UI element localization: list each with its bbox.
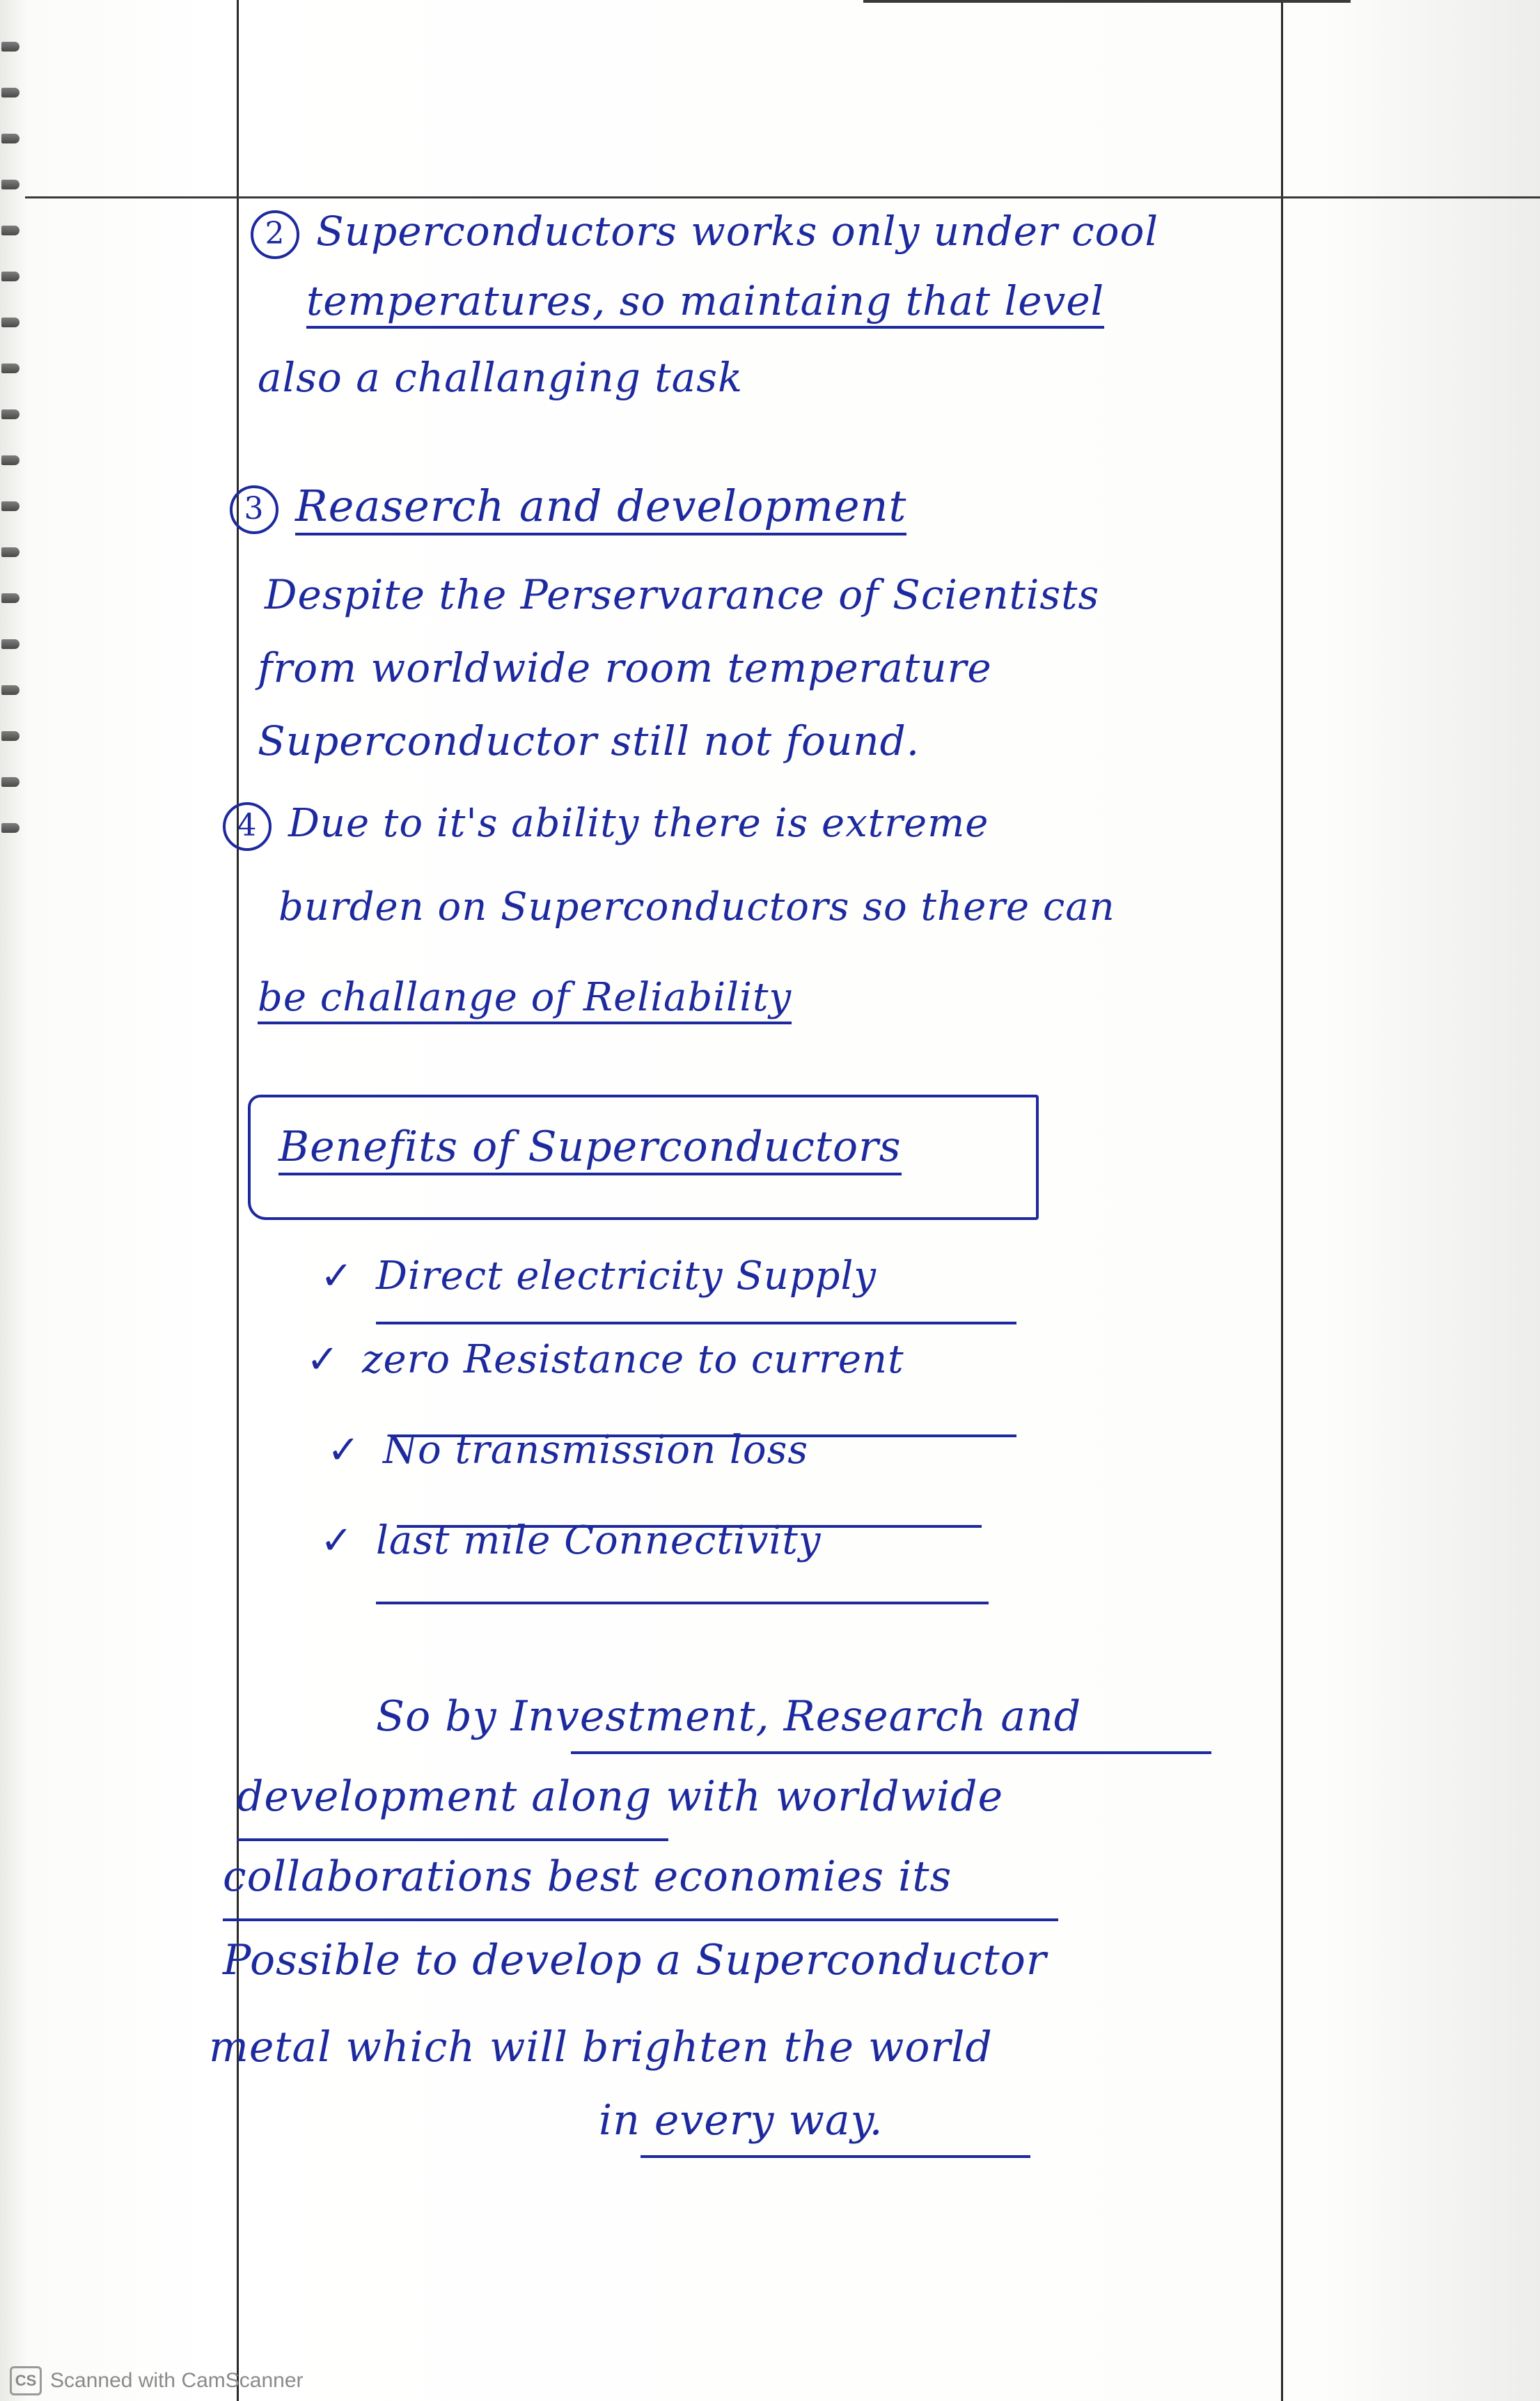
spiral-ring [1,180,19,189]
benefit-item-3-text: No transmission loss [383,1428,809,1473]
benefit-item-1-text: Direct electricity Supply [376,1253,877,1299]
point-2-number: 2 [251,210,299,259]
point-2-line-1 [251,208,1158,259]
conclusion-underline-1 [571,1751,1211,1754]
benefits-title-text: Benefits of Superconductors [278,1123,902,1175]
conclusion-underline-4 [641,2155,1030,2158]
spiral-binding [0,0,28,975]
point-4-number: 4 [223,802,272,851]
benefit-item-2-text: zero Resistance to current [362,1337,904,1382]
conclusion-line-5: metal which will brighten the world [209,2023,993,2072]
benefit-item-4-underline [376,1602,989,1604]
spiral-ring [1,501,19,511]
point-4-line-3: be challange of Reliability [258,975,792,1024]
camscanner-icon: CS [10,2366,42,2395]
spiral-ring [1,593,19,603]
point-3-heading-text: Reaserch and development [295,480,906,535]
conclusion-line-3: collaborations best economies its [223,1852,952,1901]
conclusion-underline-2 [237,1838,668,1841]
top-edge-line [863,0,1351,3]
camscanner-text: Scanned with CamScanner [50,2369,304,2392]
point-4-line-2: burden on Superconductors so there can [278,884,1115,930]
camscanner-footer [10,2366,304,2395]
point-2-text-1: Superconductors works only under cool [316,208,1158,255]
spiral-ring [1,88,19,97]
benefit-item-4 [320,1518,822,1563]
spiral-ring [1,547,19,557]
conclusion-line-6: in every way. [599,2096,883,2145]
spiral-ring [1,272,19,281]
spiral-ring [1,823,19,833]
spiral-ring [1,363,19,373]
point-3-line-2: from worldwide room temperature [258,644,992,691]
spiral-ring [1,318,19,327]
spiral-ring [1,42,19,52]
point-3-line-1: Despite the Perservarance of Scientists [265,571,1100,618]
benefit-item-1 [320,1253,877,1299]
spiral-ring [1,777,19,787]
check-icon: ✓ [306,1337,340,1382]
check-icon: ✓ [327,1428,361,1473]
spiral-ring [1,226,19,235]
conclusion-line-2: development along with worldwide [237,1772,1004,1821]
spiral-ring [1,409,19,419]
right-margin-line [1281,0,1283,2401]
point-4-line-1 [223,801,989,851]
point-3-heading [230,480,906,534]
spiral-ring [1,134,19,143]
point-3-number: 3 [230,485,278,534]
check-icon: ✓ [320,1518,354,1563]
benefits-title [278,1123,902,1171]
point-2-line-2: temperatures, so maintaing that level [306,277,1104,329]
check-icon: ✓ [320,1253,354,1299]
benefit-item-3 [327,1428,808,1473]
conclusion-line-4: Possible to develop a Superconductor [223,1936,1047,1985]
conclusion-underline-3 [223,1918,1058,1921]
benefit-item-4-text: last mile Connectivity [376,1518,822,1563]
point-2-line-3: also a challanging task [258,354,744,401]
conclusion-line-1: So by Investment, Research and [376,1692,1082,1741]
spiral-ring [1,731,19,741]
point-4-text-1: Due to it's ability there is extreme [288,801,989,846]
spiral-ring [1,639,19,649]
point-3-line-3: Superconductor still not found. [258,717,920,765]
benefit-item-2 [306,1337,904,1382]
spiral-ring [1,685,19,695]
spiral-ring [1,455,19,465]
benefit-item-1-underline [376,1322,1016,1324]
top-rule-line [25,196,1540,198]
